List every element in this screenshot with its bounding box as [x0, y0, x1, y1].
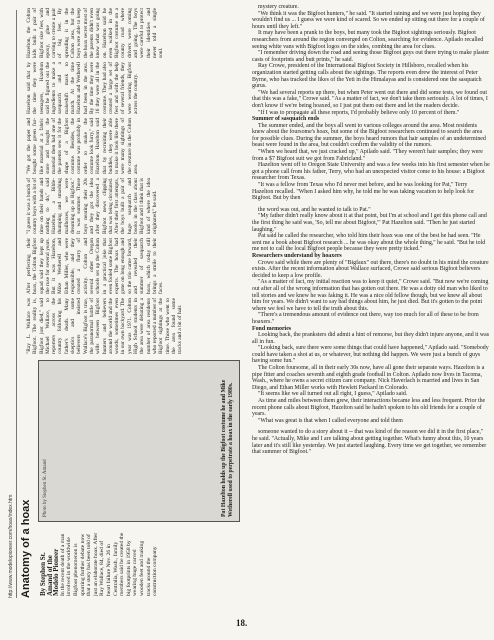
- paragraph: "We think it was the Bigfoot hunters," he said. "It started raining and we were just hoping they wouldn't find us ... I guess we were kind of scared. So we ended up sitting out there for a couple of hours until they left.": [252, 10, 485, 30]
- right-column: [252, 4, 490, 626]
- paragraph: "What was great is that when I called everyone and told them: [258, 417, 403, 424]
- byline-box: [40, 532, 159, 596]
- paragraph: "As a matter of fact, my initial reaction was to keep it quiet," Crowe said. "But now we're coming out after all of the wrong information that has gotten out there. He was a dotty old man who liked to tell stories and we knew he was faking it. He was a nice old fellow though, but we knew all about him for years. We didn't want to say bad things about him, he just died. But it's gotten to the point where we feel we have to tell the truth about this.: [252, 279, 489, 312]
- paragraph: Hazelton went off to Oregon State University and was a few weeks into his first semester when he got a phone call from his father, Terry, who had an unexpected visitor come to his house: a Bigfoot researcher from Texas.: [252, 162, 490, 182]
- sideways-article: [4, 4, 260, 604]
- divider-line: [16, 10, 17, 598]
- paragraph: mystery creature.: [258, 4, 299, 10]
- paragraph: The summer ended, and the boys all went to various colleges around the area. Most residents knew about the foursome's hoax, but some of the Bigfoot researchers continued to search the area for possible clues. During the summer, the boys heard rumors that hair samples of an undetermined beast were found in the area, but couldn't confirm the validity of the rumors.: [252, 122, 486, 149]
- paragraph: Looking back, the pranksters did admit a hint of remorse, but they didn't injure anyone, and it was all in fun.: [252, 332, 490, 345]
- article-column-3: "I guess it was a bunch of country boys with a lot of time on their hands and nothing to do," said Hazelton, a Bible-thumping and smashing mailboxes, we were dreaming up as Bigfoot." It was summer. Those boys nearing their 20s and they got the idea after they discovered a Bigfoot news clipping that was being circulated. After their first attempts, the boys built a pair of huge sasquatch and books in the class about Bigfoot and I think that is kind of where the idea originated," he said.: [26, 178, 158, 234]
- paragraph: "We had several reports up there, but when Peter went out there and did some tests, we found out that this was a fake," Crowe said. "As a matter of fact, we don't take them seriously. A lot of times, I don't know if we're being hoaxed, so I just put them out there and let the readers decide.: [252, 89, 488, 109]
- paragraph: Ray Crowe, president of the International Bigfoot Society in Hillsboro, recalled when his organization started getting calls about the sightings. The reports even drew the interest of Peter Byrne, who has tracked the likes of the Yeti in the Himalayas and is considered one the sasquatch gurus.: [252, 63, 482, 90]
- article-column-2: After perfecting their hoax, the Colton Bigfoot squad said they kept up the ruse for several years. But it was Hazelton, Mike Wetherell and Ethan Miller, who were responsible, and they created a flurry of activity. Colton and several other Oregon schools set up the Colton in a practical joke that even fooled some Bigfoot experts. The hoax had gone on long enough and so the trio came forward, and revealed their summer of sasquatch hoax, which today still brings a smile to their faces.: [26, 238, 165, 294]
- paragraph: "I remember driving down the road and seeing those Bigfoot guys out there trying to make plaster casts of footprints and butt prints," he said.: [252, 50, 490, 63]
- source-url: http://www.modelopioneer.com/hoax/index.htm: [8, 494, 14, 598]
- paragraph: "It was a fellow from Texas who I'd never met before, and he was looking for Pat," Terry Hazelton recalled. "When I asked him why, he told me he was taking vacation to help look for Bigfoot. But by then: [252, 182, 475, 202]
- paragraph: It may have been a prank to the boys, but many took the Bigfoot sightings seriously. Bigfoot researchers from around the region converged on Colton, searching for evidence. Apilado recalled seeing white vans with Bigfoot logos on the sides, combing the area for clues.: [252, 30, 484, 50]
- subhead: Fond memories: [252, 325, 292, 332]
- paragraph: Pat said he called the researcher, who told him their hoax was one of the best he had seen. "He sent me a book about Bigfoot research ... he was okay about the whole thing," he said. "But he told me not to call the local Bigfoot people because they were pretty ticked.": [252, 233, 486, 253]
- paragraph: "There's a tremendous amount of evidence out there, way too much for all of these to be from hoaxers.": [252, 312, 479, 325]
- paragraph: The Colton foursome, all in their early 30s now, have all gone their separate ways. Hazelton is a pipe fitter and coaches seventh and eighth grade football in Colton. Apilado now lives in Tacoma, Wash., where he owns a secret citizen care company. Nick Haverlach is married and lives in San Diego, and Ethan Miller works with Hewlett Packard in Colorado.: [252, 365, 485, 391]
- photo-credit: Photo by Stephen St. Amand: [43, 459, 48, 517]
- paragraph: someone wanted to do a story about it -- that was kind of the reason we did it in the first place," he said. "Actually, Mike and I are talking about getting together. What's funny about this, 10 years later and it's still like yesterday. We just started laughing. Every time we get together, we remember that summer of Bigfoot.": [252, 429, 487, 456]
- photo-caption: Pat Hazelton holds up the Bigfoot costume he and Mike Wetherell used to perpetrate a hoax in the early 1980s.: [221, 379, 234, 517]
- section-title: Anatomy of a hoax: [20, 499, 32, 598]
- bigfoot-photo: [38, 360, 240, 522]
- paragraph: Crowe said while there are plenty of "Bigfaux" out there, there's no doubt in his mind the creature exists. After the recent information about Wallace surfaced, Crowe said serious Bigfoot believers decided to keep a low profile.: [252, 259, 489, 279]
- paragraph: the word was out, and he wanted to talk to Pat.": [258, 206, 371, 213]
- paragraph: As time and miles between them grew, their interactions became less and less frequent. Prior the recent phone calls about Bigfoot, Hazelton said he hadn't spoken to his old friends for a couple of years.: [252, 398, 486, 418]
- paragraph: "If I was to propagate all these reports, I'd probably believe only 10 percent of them.": [258, 109, 460, 116]
- subhead: Summer of sasquatch ends: [252, 116, 320, 123]
- sideways-article-region: [4, 4, 260, 604]
- byline-text: In the recent death of a man involved in the worldwide Bigfoot phenomenon is spurring further debate now that a story has been told of just an elaborate hoax. After Ray Wallace, 84, died of heart failure Nov. 26 in Centralia, Wash., family members said he created the big footprints in 1958 by wearing huge carved wooden feet and making tracks around the construction company: [59, 532, 159, 596]
- article-column-4: "We got the paper and bought some green fur-like material at a fabric store and bought the material then had one of the parents sew it for the shape of a Bigfoot costume. Besides, the costume was probably in order to make the costume look furry," said Hazelton. Hazelton said that by recruiting their buddies, they were able to make it look like there were many sightings of the creature in the Colton area.: [26, 118, 140, 174]
- subhead: Researchers understand by hoaxers: [252, 252, 342, 259]
- article-column-6: Hazelton, the Colton kids built a pair of Bigfoot size feet, with epoxy, glue and carving to create a pair of big feet. By spreading it in the Colton area, but the boys were able to keep the hoax secret most of the parents didn't even know what was going on. Hazelton said he even walked in the Bigfoot costume on a county road where drivers were coming and going. The boys were careful to protect their identities and never told a single soul.: [26, 8, 165, 58]
- article-column-5: Hazelton said that by the time they were teenagers, Hazelton said he figured out the ingredients to make a sasquatch and a makeshift mask to match. At the time Hazelton and Wetherell had been in the area. By the time they were 16 they were all in the costume. They had also created a large set of feet and with the help of several friends, they were wearing Bigfoot across the country.: [26, 62, 140, 114]
- byline: By Stephen St. Amand of the Modelo Pioneer: [39, 548, 61, 596]
- paragraph: "My father didn't really know about it at that point, but I'm at school and I get this phone call and the first thing he said was, 'So, tell me about Bigfoot,'" Pat Hazelton said. "Then he just started laughing.": [252, 213, 487, 233]
- paragraph: "It seems like we all turned out all right, I guess," Apilado said.: [258, 391, 408, 398]
- paragraph: "When we heard that, we just cracked up," Apilado said. "They weren't hair samples; they were from a $7 Bigfoot suit we got from Fabricland.": [252, 149, 483, 162]
- article-column-1: "Ray L. Wallace was Bigfoot. The reality is, Bigfoot just died," said Michael Wallace, to reporters across the country following his father's death. Many skeptics and some believers insisted Wallace's Bigfoot is true, the paranormal battle of wills between Bigfoot hunters and believers around the world and the woods, sometimes even in our own backyard. The year was 1971. Colton High School students in the area were debating a number of area residents who reported a number of Bigfoot sightings at the time. Those who went to the area found some tracks and a bit of hair.: [26, 298, 184, 354]
- page-number: 18.: [236, 618, 248, 628]
- paragraph: "Looking back, sure there were some things that could have happened," Apilado said. "Somebody could have taken a shot at us, or whatever, but nothing did happen. We were just a bunch of guys having some fun.": [252, 345, 489, 365]
